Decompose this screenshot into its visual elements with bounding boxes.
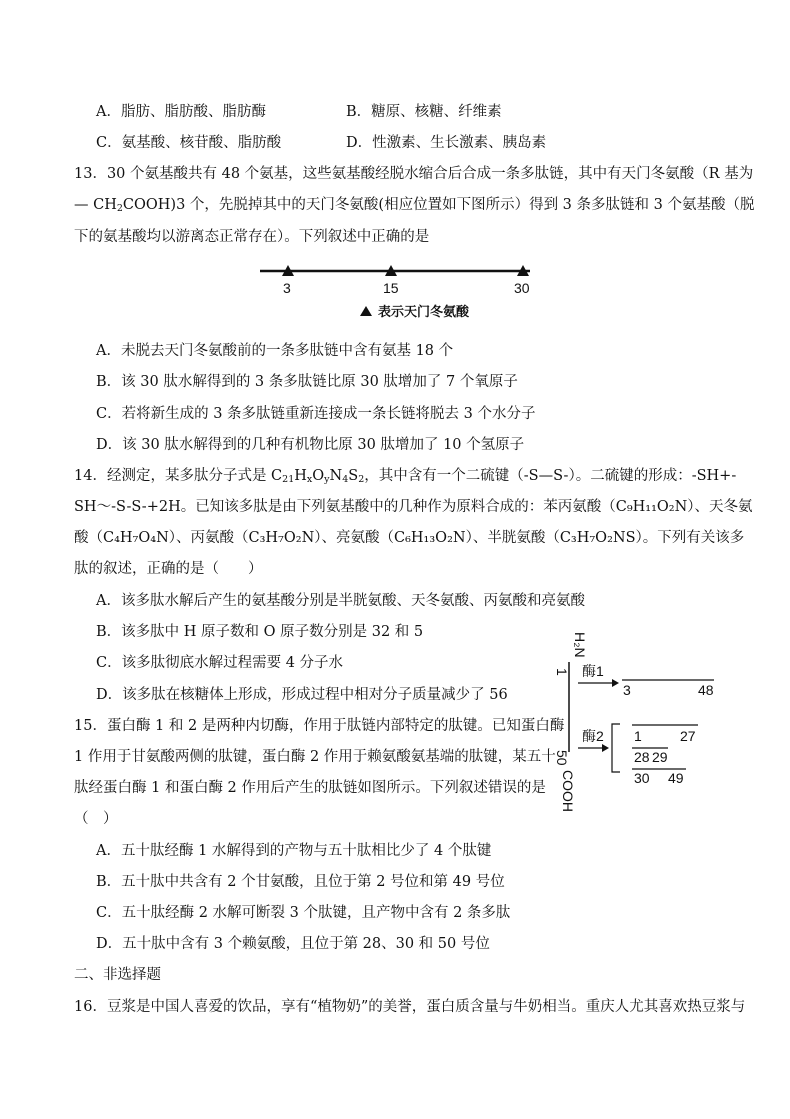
q14-option-a: A．该多肽水解后产生的氨基酸分别是半胱氨酸、天冬氨酸、丙氨酸和亮氨酸 [96,593,585,609]
enzyme2-label: 酶2 [582,728,604,744]
q14-formula-s: S [348,468,359,484]
q13-option-d: D．该 30 肽水解得到的几种有机物比原 30 肽增加了 10 个氢原子 [96,437,525,453]
section-heading: 二、非选择题 [74,967,161,983]
q15-option-c: C．五十肽经酶 2 水解可断裂 3 个肽键，且产物中含有 2 条多肽 [96,905,511,921]
q14-formula-n: N [329,468,343,484]
q15-option-a: A．五十肽经酶 1 水解得到的产物与五十肽相比少了 4 个肽键 [96,843,492,859]
q12-option-d: D．性激素、生长激素、胰岛素 [346,135,547,151]
q14-formula-h: H [294,468,307,484]
q13-option-b: B．该 30 肽水解得到的 3 条多肽链比原 30 肽增加了 7 个氧原子 [96,374,518,390]
q15-option-b: B．五十肽中共含有 2 个甘氨酸，且位于第 2 号位和第 49 号位 [96,874,505,890]
q14-sub-21: 21 [282,474,295,485]
enzyme2-p3-start-label: 30 [634,770,650,786]
q12-option-a: A．脂肪、脂肪酸、脂肪酶 [96,104,266,120]
enzyme2-p1-start-label: 1 [634,728,642,744]
q14-sub-4: 4 [342,474,349,485]
q14-formula-c: 14．经测定，某多肽分子式是 C [74,468,283,484]
q13-stem-line-2a: — CH [74,197,117,213]
q13-stem-line-2 [74,195,754,215]
q14-option-c: C．该多肽彻底水解过程需要 4 分子水 [96,655,344,671]
q14-stem-line-2: SH～-S-S-+2H。已知该多肽是由下列氨基酸中的几种作为原料合成的：苯丙氨酸（C₉H₁₁O₂N）、天冬氨 [74,499,753,515]
legend-triangle-icon [360,306,372,316]
q14-option-b: B．该多肽中 H 原子数和 O 原子数分别是 32 和 5 [96,624,424,640]
q15-stem-line-4: （ ） [74,811,118,827]
pos-label-15: 15 [383,280,399,296]
q14-formula-o: O [312,468,325,484]
q14-stem-line-1 [74,466,736,486]
enzyme1-label: 酶1 [582,663,604,679]
q13-stem-sub: 2 [116,203,123,214]
c-position-label: 50 [554,750,570,766]
q12-option-c: C．氨基酸、核苷酸、脂肪酸 [96,135,282,151]
n-terminus-label: H₂N [572,632,588,658]
q13-stem-line-1: 13．30 个氨基酸共有 48 个氨基，这些氨基酸经脱水缩合后合成一条多肽链，其中有天门冬氨酸（R 基为 [74,166,754,182]
pos-label-3: 3 [283,280,291,296]
enzyme2-p2-end-label: 29 [652,749,668,765]
q14-sub-2: 2 [358,474,365,485]
q15-stem-line-2: 1 作用于甘氨酸两侧的肽键，蛋白酶 2 作用于赖氨酸氨基端的肽键，某五十 [74,749,556,765]
enzyme1-start-label: 3 [623,682,631,698]
enzyme1-arrowhead-icon [612,679,619,687]
q13-stem-line-2b: COOH)3 个，先脱掉其中的天门冬氨酸(相应位置如下图所示）得到 3 条多肽链和 3 个氨基酸（脱 [122,197,755,213]
q13-peptide-diagram [255,258,540,324]
q13-stem-line-3: 下的氨基酸均以游离态正常存在）。下列叙述中正确的是 [74,229,430,245]
enzyme2-p3-end-label: 49 [668,770,684,786]
q15-option-d: D．五十肽中含有 3 个赖氨酸，且位于第 28、30 和 50 号位 [96,936,490,952]
q13-option-c: C．若将新生成的 3 条多肽链重新连接成一条长链将脱去 3 个水分子 [96,406,536,422]
q14-option-d: D．该多肽在核糖体上形成，形成过程中相对分子质量减少了 56 [96,687,508,703]
enzyme2-bracket [612,724,620,772]
q14-stem-line-3: 酸（C₄H₇O₄N）、丙氨酸（C₃H₇O₂N）、亮氨酸（C₆H₁₃O₂N）、半胱氨酸（C₃H₇O₂NS）。下列有关该多 [74,530,745,546]
q15-stem-line-3: 肽经蛋白酶 1 和蛋白酶 2 作用后产生的肽链如图所示。下列叙述错误的是 [74,780,546,796]
n-position-label: 1 [554,668,570,676]
q14-sub-x: x [306,474,313,485]
enzyme1-end-label: 48 [698,682,714,698]
q14-stem-rest: ，其中含有一个二硫键（-S—S-）。二硫键的形成：-SH+- [364,468,737,484]
q13-option-a: A．未脱去天门冬氨酸前的一条多肽链中含有氨基 18 个 [96,343,454,359]
q14-stem-line-4: 肽的叙述，正确的是（ ） [74,561,263,577]
q16-stem-line-1: 16．豆浆是中国人喜爱的饮品，享有“植物奶”的美誉，蛋白质含量与牛奶相当。重庆人尤其喜欢热豆浆与 [74,999,746,1015]
enzyme2-p2-start-label: 28 [634,749,650,765]
enzyme2-arrowhead-icon [602,744,609,752]
q15-enzyme-diagram [548,628,728,820]
legend-label: 表示天门冬氨酸 [378,304,470,319]
q15-stem-line-1: 15．蛋白酶 1 和 2 是两种内切酶，作用于肽链内部特定的肽键。已知蛋白酶 [74,718,565,734]
c-terminus-label: COOH [560,770,576,812]
pos-label-30: 30 [514,280,530,296]
q12-option-b: B．糖原、核糖、纤维素 [346,104,502,120]
q14-sub-y: y [324,474,330,485]
enzyme2-p1-end-label: 27 [680,728,696,744]
